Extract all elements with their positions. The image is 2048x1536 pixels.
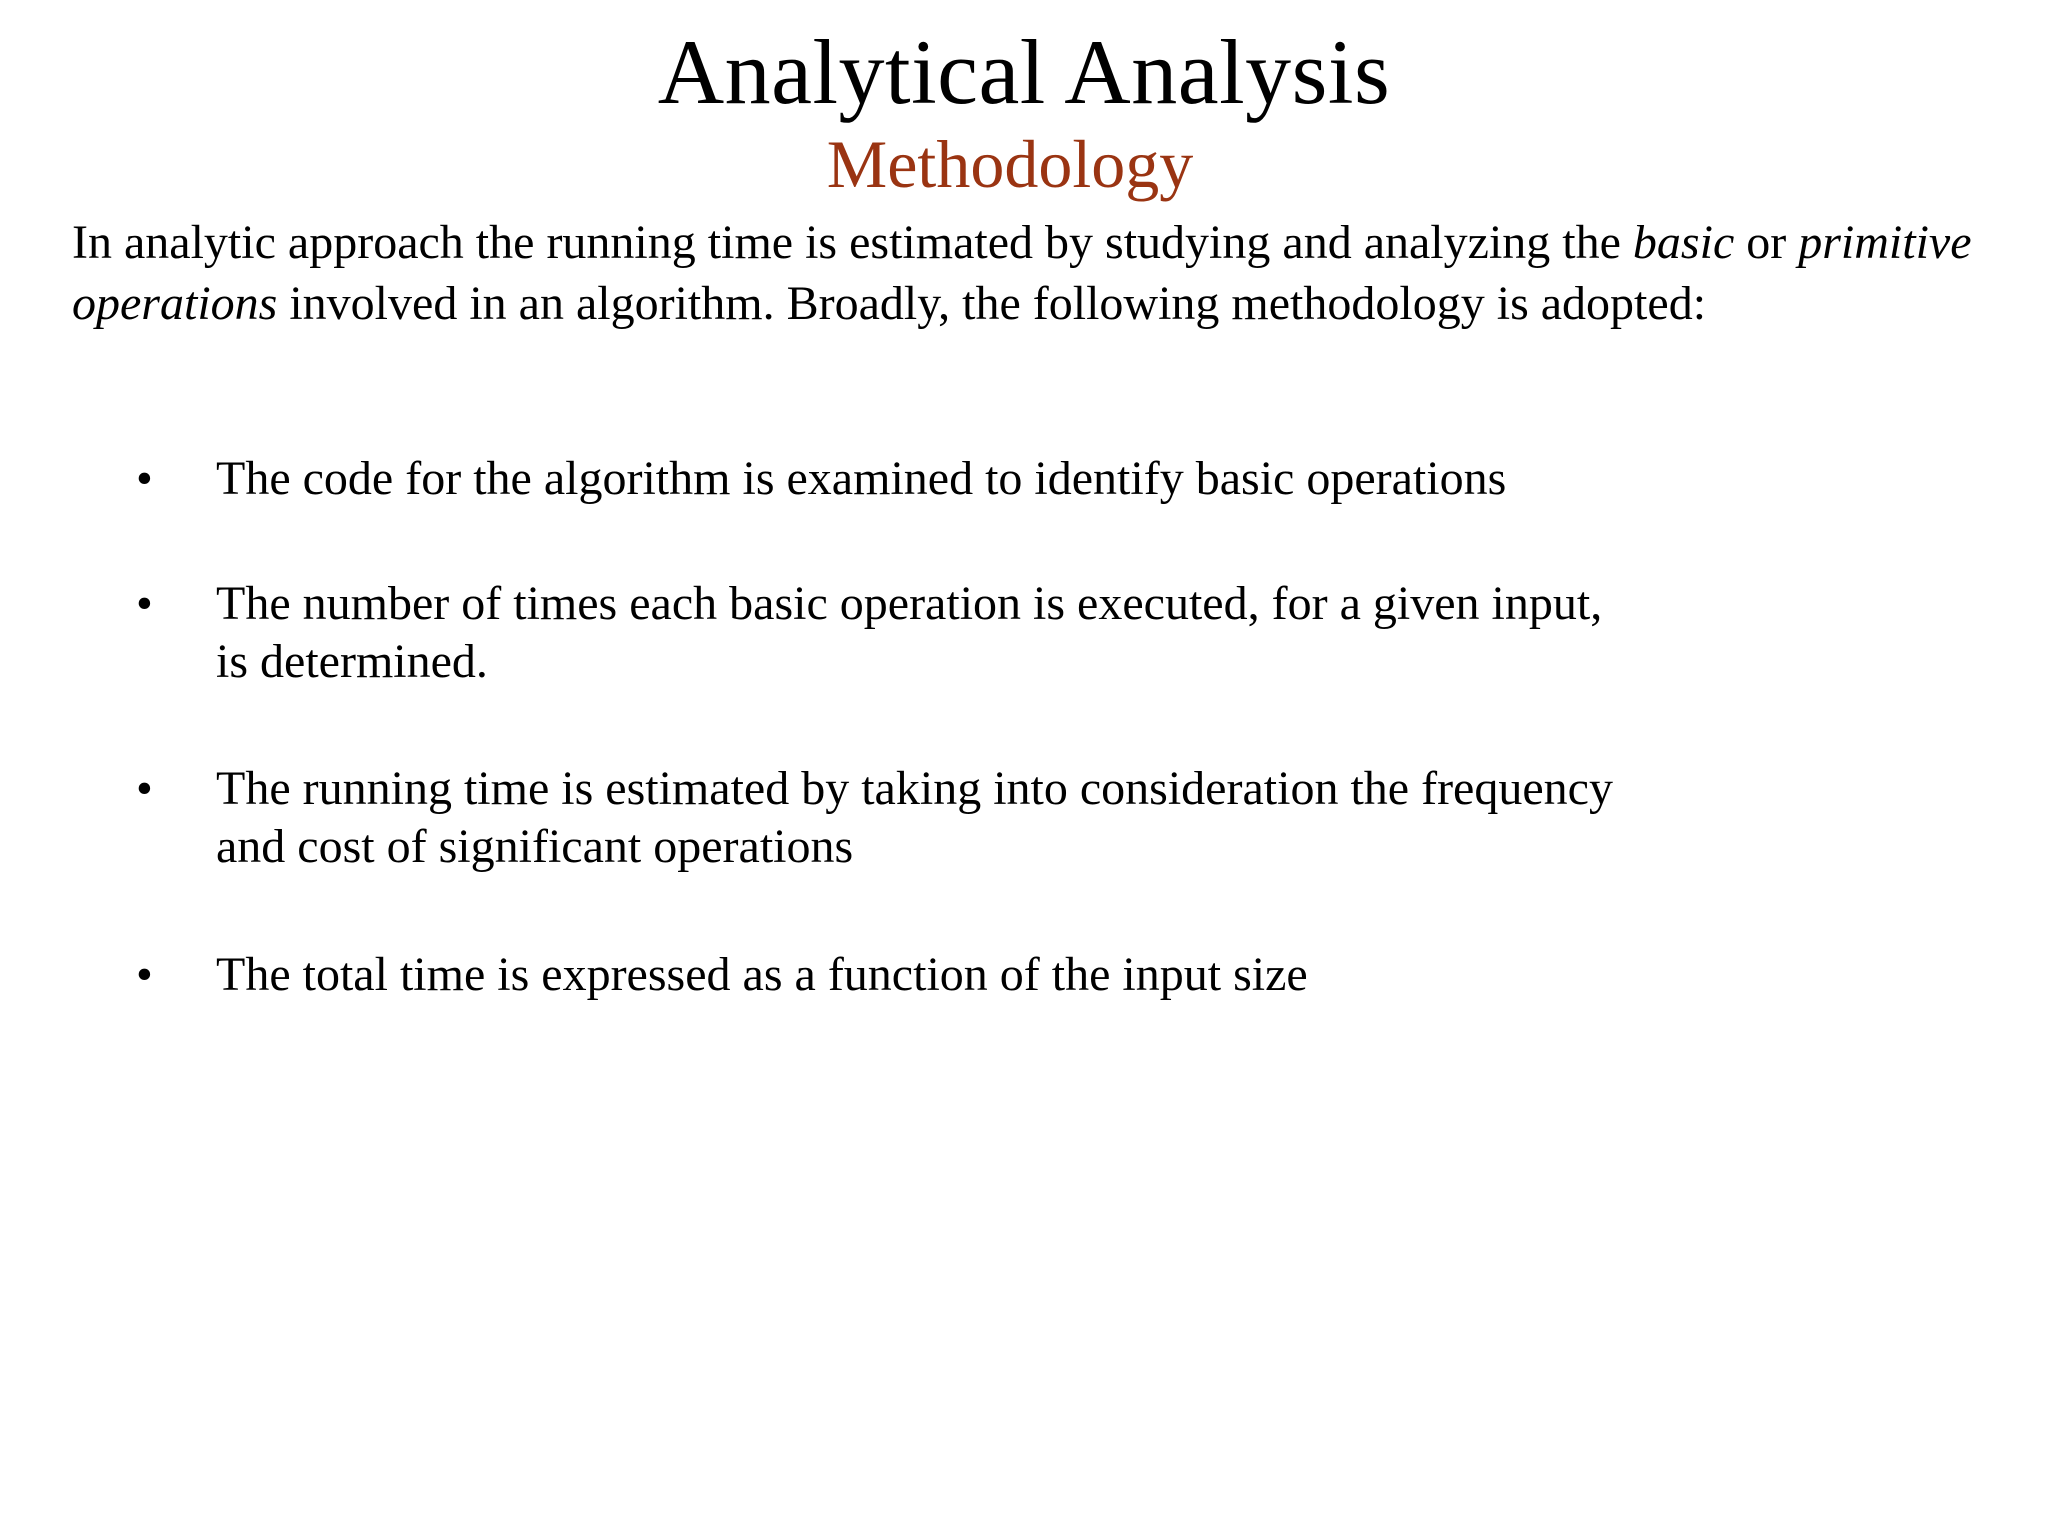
bullet-dot-icon: • xyxy=(136,948,153,1001)
bullet-text: The total time is expressed as a function of the input size xyxy=(216,948,1308,1001)
intro-italic-basic: basic xyxy=(1632,216,1735,269)
slide-title: Analytical Analysis xyxy=(657,21,1391,123)
bullet-dot-icon: • xyxy=(136,577,153,630)
bullet-dot-icon: • xyxy=(136,452,153,505)
intro-text-part-2: or xyxy=(1734,216,1799,269)
intro-italic-primitive-operations: primitive operations xyxy=(72,216,1972,330)
slide-subtitle: Methodology xyxy=(826,126,1194,202)
intro-text-part-1: In analytic approach the running time is estimated by studying and analyzing the xyxy=(72,216,1633,269)
intro-text-part-3: involved in an algorithm. Broadly, the following methodology is adopted: xyxy=(277,277,1707,330)
bullet-text: The code for the algorithm is examined to identify basic operations xyxy=(216,452,1507,505)
bullet-text: The running time is estimated by taking into consideration the frequency and cost of significant operations xyxy=(216,762,1613,873)
bullet-dot-icon: • xyxy=(136,762,153,815)
bullet-text: The number of times each basic operation is executed, for a given input, is determined. xyxy=(216,577,1603,688)
